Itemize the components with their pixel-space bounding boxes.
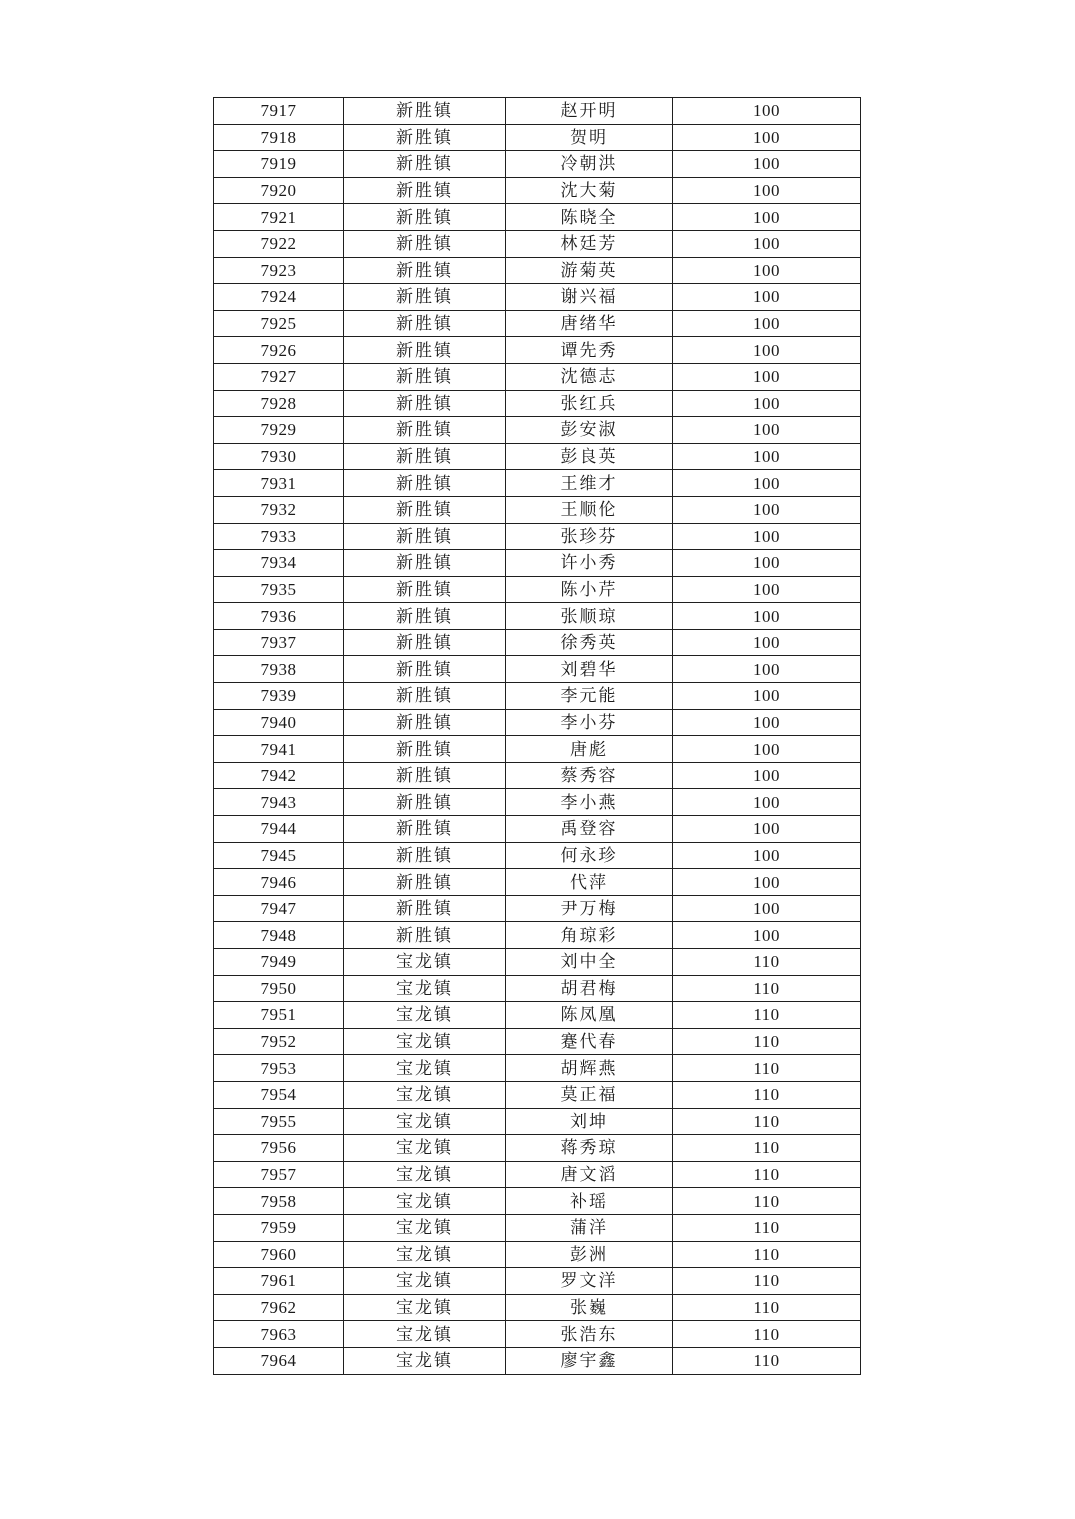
cell-score: 100: [673, 736, 861, 763]
table-row: [214, 230, 861, 257]
cell-town: 新胜镇: [344, 257, 506, 284]
cell-score: 100: [673, 762, 861, 789]
cell-name: 李小芬: [506, 709, 673, 736]
table-row: [214, 1321, 861, 1348]
table-row: [214, 523, 861, 550]
table-row: [214, 284, 861, 311]
cell-id: 7957: [214, 1161, 344, 1188]
cell-town: 新胜镇: [344, 816, 506, 843]
cell-town: 宝龙镇: [344, 1002, 506, 1029]
cell-score: 100: [673, 496, 861, 523]
cell-town: 新胜镇: [344, 869, 506, 896]
table-row: [214, 1188, 861, 1215]
cell-name: 李元能: [506, 683, 673, 710]
cell-id: 7931: [214, 470, 344, 497]
cell-name: 尹万梅: [506, 895, 673, 922]
cell-name: 游菊英: [506, 257, 673, 284]
cell-score: 100: [673, 470, 861, 497]
cell-score: 100: [673, 842, 861, 869]
cell-town: 宝龙镇: [344, 975, 506, 1002]
cell-id: 7943: [214, 789, 344, 816]
cell-town: 宝龙镇: [344, 1108, 506, 1135]
cell-score: 110: [673, 1081, 861, 1108]
cell-id: 7932: [214, 496, 344, 523]
table-row: [214, 1347, 861, 1374]
table-row: [214, 816, 861, 843]
table-row: [214, 762, 861, 789]
cell-id: 7928: [214, 390, 344, 417]
cell-id: 7939: [214, 683, 344, 710]
cell-id: 7936: [214, 603, 344, 630]
cell-id: 7951: [214, 1002, 344, 1029]
cell-score: 100: [673, 523, 861, 550]
cell-id: 7920: [214, 177, 344, 204]
cell-name: 陈晓全: [506, 204, 673, 231]
cell-town: 新胜镇: [344, 390, 506, 417]
table-row: [214, 1268, 861, 1295]
cell-town: 新胜镇: [344, 230, 506, 257]
table-row: [214, 1161, 861, 1188]
cell-town: 宝龙镇: [344, 1081, 506, 1108]
cell-id: 7944: [214, 816, 344, 843]
table-row: [214, 736, 861, 763]
table-row: [214, 869, 861, 896]
cell-town: 新胜镇: [344, 363, 506, 390]
cell-score: 110: [673, 1028, 861, 1055]
table-row: [214, 177, 861, 204]
cell-score: 100: [673, 683, 861, 710]
cell-town: 新胜镇: [344, 310, 506, 337]
table-row: [214, 257, 861, 284]
table-row: [214, 895, 861, 922]
cell-name: 刘碧华: [506, 656, 673, 683]
cell-score: 100: [673, 257, 861, 284]
table-row: [214, 124, 861, 151]
cell-name: 陈小芹: [506, 576, 673, 603]
cell-name: 代萍: [506, 869, 673, 896]
cell-name: 林廷芳: [506, 230, 673, 257]
cell-id: 7945: [214, 842, 344, 869]
cell-town: 新胜镇: [344, 496, 506, 523]
table-row: [214, 683, 861, 710]
cell-town: 宝龙镇: [344, 1161, 506, 1188]
cell-town: 宝龙镇: [344, 949, 506, 976]
table-row: [214, 1108, 861, 1135]
cell-name: 刘坤: [506, 1108, 673, 1135]
cell-id: 7952: [214, 1028, 344, 1055]
cell-town: 新胜镇: [344, 550, 506, 577]
cell-town: 新胜镇: [344, 895, 506, 922]
cell-id: 7929: [214, 417, 344, 444]
cell-id: 7950: [214, 975, 344, 1002]
cell-name: 谢兴福: [506, 284, 673, 311]
cell-score: 110: [673, 975, 861, 1002]
cell-town: 新胜镇: [344, 204, 506, 231]
cell-score: 110: [673, 1055, 861, 1082]
table-row: [214, 363, 861, 390]
cell-name: 蒋秀琼: [506, 1135, 673, 1162]
cell-town: 新胜镇: [344, 177, 506, 204]
cell-id: 7925: [214, 310, 344, 337]
cell-town: 宝龙镇: [344, 1188, 506, 1215]
cell-town: 新胜镇: [344, 656, 506, 683]
cell-name: 沈德志: [506, 363, 673, 390]
cell-score: 100: [673, 576, 861, 603]
table-row: [214, 310, 861, 337]
cell-town: 新胜镇: [344, 523, 506, 550]
cell-id: 7956: [214, 1135, 344, 1162]
cell-town: 宝龙镇: [344, 1135, 506, 1162]
cell-score: 110: [673, 1108, 861, 1135]
cell-score: 100: [673, 895, 861, 922]
cell-name: 陈凤凰: [506, 1002, 673, 1029]
table-row: [214, 842, 861, 869]
table-row: [214, 656, 861, 683]
cell-town: 宝龙镇: [344, 1268, 506, 1295]
cell-id: 7924: [214, 284, 344, 311]
table-row: [214, 1241, 861, 1268]
table-row: [214, 1214, 861, 1241]
cell-name: 胡君梅: [506, 975, 673, 1002]
cell-score: 100: [673, 363, 861, 390]
cell-id: 7959: [214, 1214, 344, 1241]
cell-id: 7922: [214, 230, 344, 257]
cell-name: 许小秀: [506, 550, 673, 577]
cell-id: 7933: [214, 523, 344, 550]
cell-name: 张巍: [506, 1294, 673, 1321]
cell-name: 张红兵: [506, 390, 673, 417]
table-row: [214, 417, 861, 444]
table-row: [214, 337, 861, 364]
cell-town: 宝龙镇: [344, 1294, 506, 1321]
cell-score: 100: [673, 177, 861, 204]
cell-name: 何永珍: [506, 842, 673, 869]
cell-name: 沈大菊: [506, 177, 673, 204]
cell-name: 禹登容: [506, 816, 673, 843]
cell-id: 7918: [214, 124, 344, 151]
table-row: [214, 496, 861, 523]
cell-name: 彭安淑: [506, 417, 673, 444]
cell-town: 新胜镇: [344, 470, 506, 497]
cell-name: 补瑶: [506, 1188, 673, 1215]
cell-name: 蔡秀容: [506, 762, 673, 789]
cell-id: 7953: [214, 1055, 344, 1082]
table-row: [214, 975, 861, 1002]
cell-score: 100: [673, 230, 861, 257]
table-row: [214, 1135, 861, 1162]
cell-id: 7954: [214, 1081, 344, 1108]
cell-score: 100: [673, 629, 861, 656]
cell-score: 100: [673, 390, 861, 417]
cell-name: 唐文滔: [506, 1161, 673, 1188]
cell-id: 7942: [214, 762, 344, 789]
cell-score: 100: [673, 417, 861, 444]
cell-score: 100: [673, 284, 861, 311]
table-row: [214, 204, 861, 231]
cell-town: 宝龙镇: [344, 1321, 506, 1348]
cell-name: 胡辉燕: [506, 1055, 673, 1082]
cell-id: 7963: [214, 1321, 344, 1348]
cell-score: 110: [673, 1294, 861, 1321]
cell-town: 新胜镇: [344, 124, 506, 151]
cell-score: 100: [673, 124, 861, 151]
table-row: [214, 151, 861, 178]
cell-score: 110: [673, 1347, 861, 1374]
cell-name: 李小燕: [506, 789, 673, 816]
cell-score: 110: [673, 1214, 861, 1241]
table-row: [214, 550, 861, 577]
table-row: [214, 1294, 861, 1321]
cell-id: 7930: [214, 443, 344, 470]
cell-id: 7935: [214, 576, 344, 603]
cell-score: 110: [673, 1268, 861, 1295]
roster-body: [214, 98, 861, 1375]
cell-id: 7949: [214, 949, 344, 976]
cell-id: 7938: [214, 656, 344, 683]
cell-id: 7937: [214, 629, 344, 656]
cell-name: 彭良英: [506, 443, 673, 470]
cell-town: 宝龙镇: [344, 1028, 506, 1055]
cell-id: 7917: [214, 98, 344, 125]
cell-name: 唐彪: [506, 736, 673, 763]
cell-town: 新胜镇: [344, 576, 506, 603]
cell-name: 贺明: [506, 124, 673, 151]
table-row: [214, 1002, 861, 1029]
cell-score: 100: [673, 789, 861, 816]
cell-score: 100: [673, 922, 861, 949]
cell-id: 7940: [214, 709, 344, 736]
table-row: [214, 709, 861, 736]
cell-score: 100: [673, 656, 861, 683]
table-row: [214, 1055, 861, 1082]
cell-id: 7923: [214, 257, 344, 284]
cell-score: 100: [673, 204, 861, 231]
cell-name: 廖宇鑫: [506, 1347, 673, 1374]
cell-id: 7934: [214, 550, 344, 577]
cell-town: 新胜镇: [344, 151, 506, 178]
cell-score: 100: [673, 443, 861, 470]
cell-name: 王顺伦: [506, 496, 673, 523]
cell-town: 新胜镇: [344, 683, 506, 710]
cell-score: 110: [673, 949, 861, 976]
roster-table: [213, 97, 861, 1375]
cell-id: 7947: [214, 895, 344, 922]
cell-town: 新胜镇: [344, 98, 506, 125]
table-row: [214, 98, 861, 125]
cell-score: 110: [673, 1188, 861, 1215]
table-row: [214, 603, 861, 630]
cell-name: 彭洲: [506, 1241, 673, 1268]
table-row: [214, 1081, 861, 1108]
cell-id: 7926: [214, 337, 344, 364]
table-row: [214, 789, 861, 816]
table-row: [214, 629, 861, 656]
cell-score: 100: [673, 869, 861, 896]
cell-score: 110: [673, 1321, 861, 1348]
cell-town: 新胜镇: [344, 736, 506, 763]
cell-id: 7941: [214, 736, 344, 763]
table-row: [214, 576, 861, 603]
cell-town: 宝龙镇: [344, 1055, 506, 1082]
table-row: [214, 390, 861, 417]
cell-score: 100: [673, 98, 861, 125]
cell-id: 7946: [214, 869, 344, 896]
cell-name: 王维才: [506, 470, 673, 497]
cell-name: 张浩东: [506, 1321, 673, 1348]
cell-town: 新胜镇: [344, 337, 506, 364]
cell-score: 100: [673, 337, 861, 364]
cell-town: 新胜镇: [344, 443, 506, 470]
cell-name: 蒲洋: [506, 1214, 673, 1241]
cell-town: 新胜镇: [344, 709, 506, 736]
cell-town: 新胜镇: [344, 922, 506, 949]
cell-town: 宝龙镇: [344, 1241, 506, 1268]
cell-score: 100: [673, 603, 861, 630]
table-row: [214, 922, 861, 949]
cell-name: 张顺琼: [506, 603, 673, 630]
cell-town: 新胜镇: [344, 789, 506, 816]
cell-id: 7921: [214, 204, 344, 231]
cell-town: 新胜镇: [344, 284, 506, 311]
cell-id: 7961: [214, 1268, 344, 1295]
cell-score: 110: [673, 1161, 861, 1188]
cell-id: 7919: [214, 151, 344, 178]
cell-id: 7927: [214, 363, 344, 390]
cell-score: 100: [673, 816, 861, 843]
cell-town: 新胜镇: [344, 629, 506, 656]
cell-town: 新胜镇: [344, 417, 506, 444]
cell-id: 7964: [214, 1347, 344, 1374]
cell-name: 谭先秀: [506, 337, 673, 364]
cell-score: 100: [673, 550, 861, 577]
cell-score: 100: [673, 709, 861, 736]
cell-name: 角琼彩: [506, 922, 673, 949]
cell-name: 冷朝洪: [506, 151, 673, 178]
table-row: [214, 443, 861, 470]
cell-id: 7958: [214, 1188, 344, 1215]
cell-score: 100: [673, 310, 861, 337]
cell-score: 110: [673, 1002, 861, 1029]
cell-name: 赵开明: [506, 98, 673, 125]
cell-name: 罗文洋: [506, 1268, 673, 1295]
cell-name: 唐绪华: [506, 310, 673, 337]
table-row: [214, 1028, 861, 1055]
cell-town: 新胜镇: [344, 762, 506, 789]
table-row: [214, 949, 861, 976]
cell-id: 7948: [214, 922, 344, 949]
cell-score: 110: [673, 1241, 861, 1268]
cell-name: 张珍芬: [506, 523, 673, 550]
cell-name: 徐秀英: [506, 629, 673, 656]
cell-score: 110: [673, 1135, 861, 1162]
cell-name: 蹇代春: [506, 1028, 673, 1055]
cell-name: 刘中全: [506, 949, 673, 976]
cell-town: 新胜镇: [344, 842, 506, 869]
cell-id: 7960: [214, 1241, 344, 1268]
cell-name: 莫正福: [506, 1081, 673, 1108]
cell-id: 7955: [214, 1108, 344, 1135]
cell-id: 7962: [214, 1294, 344, 1321]
cell-score: 100: [673, 151, 861, 178]
cell-town: 宝龙镇: [344, 1347, 506, 1374]
table-row: [214, 470, 861, 497]
cell-town: 宝龙镇: [344, 1214, 506, 1241]
cell-town: 新胜镇: [344, 603, 506, 630]
